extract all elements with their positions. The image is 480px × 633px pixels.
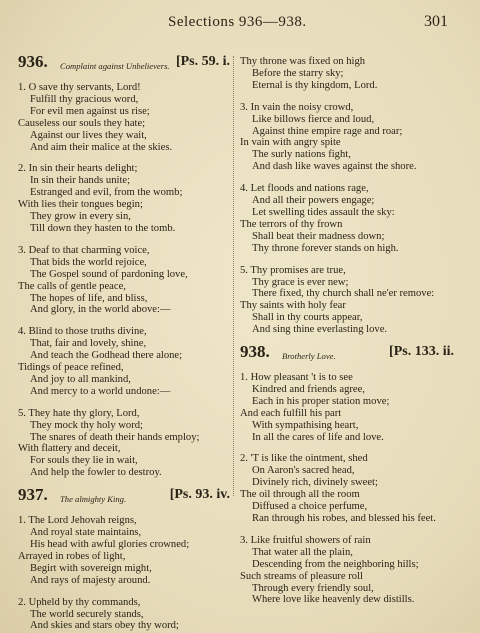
- verse-line: For evil men against us rise;: [30, 105, 150, 117]
- hymn-heading: [18, 52, 230, 78]
- verse-line: Ran through his robes, and blessed his feet.: [252, 513, 436, 524]
- verse-line: Diffused a choice perfume,: [252, 501, 368, 513]
- verse-line: Against thine empire rage and roar;: [252, 125, 403, 137]
- verse-line: And dash like waves against the shore.: [252, 161, 417, 173]
- verse-line: The world securely stands,: [30, 608, 144, 620]
- verse-line: 1. The Lord Jehovah reigns,: [18, 515, 137, 527]
- verse-line: 2. In sin their hearts delight;: [18, 163, 138, 175]
- verse-line: Through every friendly soul,: [252, 582, 374, 594]
- verse-line: 5. They hate thy glory, Lord,: [18, 407, 140, 419]
- verse-line: For souls they lie in wait,: [30, 455, 138, 467]
- stanza: [18, 163, 230, 234]
- verse-line: Kindred and friends agree,: [252, 383, 365, 395]
- verse-line: Shall beat their madness down;: [252, 230, 385, 242]
- verse-line: The hopes of life, and bliss,: [30, 292, 148, 304]
- verse-line: With sympathising heart,: [252, 419, 359, 431]
- verse-line: Till down they hasten to the tomb.: [30, 222, 176, 234]
- verse-line: Begirt with sovereign might,: [30, 562, 152, 574]
- verse-line: Such streams of pleasure roll: [240, 570, 363, 582]
- verse-line: Thy grace is ever new;: [252, 276, 349, 288]
- verse-line: And each fulfill his part: [240, 407, 342, 419]
- verse-line: The calls of gentle peace,: [18, 280, 126, 292]
- verse-line: They grow in every sin,: [30, 211, 131, 223]
- stanza: [240, 56, 454, 92]
- verse-line: And mercy to a world undone:—: [30, 385, 171, 397]
- verse-line: And teach the Godhead there alone;: [30, 350, 183, 362]
- stanza: [18, 515, 230, 586]
- verse-line: Where love like heavenly dew distills.: [252, 594, 415, 606]
- running-header: [0, 10, 480, 34]
- verse-line: Causeless our souls they hate;: [18, 117, 146, 129]
- verse-line: In all the cares of life and love.: [252, 431, 384, 443]
- stanza: [240, 183, 454, 254]
- verse-line: Divinely rich, divinely sweet;: [252, 477, 378, 489]
- verse-line: And glory, in the world above:—: [30, 304, 171, 316]
- psalm-reference: [Ps. 133. ii.: [389, 344, 454, 360]
- verse-line: And help the fowler to destroy.: [30, 467, 162, 479]
- verse-line: Against our lives they wait,: [30, 129, 147, 141]
- stanza: [18, 597, 230, 633]
- stanza: [18, 326, 230, 397]
- verse-line: 3. In vain the noisy crowd,: [240, 101, 354, 113]
- verse-line: 3. Deaf to that charming voice,: [18, 244, 150, 256]
- hymn-heading: [240, 342, 454, 368]
- hymn-number: 936.: [18, 52, 48, 71]
- verse-line: Tidings of peace refined,: [18, 362, 124, 374]
- verse-line: Eternal is thy kingdom, Lord.: [252, 79, 378, 91]
- page-number: 301: [424, 13, 448, 30]
- verse-line: That, fair and lovely, shine,: [30, 338, 147, 350]
- hymn-number: 938.: [240, 342, 270, 362]
- verse-line: The Gospel sound of pardoning love,: [30, 268, 188, 280]
- right-column: [240, 56, 454, 625]
- column-divider: [233, 56, 234, 496]
- verse-line: And joy to all mankind,: [30, 373, 131, 385]
- verse-line: His head with awful glories crowned;: [30, 539, 190, 550]
- verse-line: They mock thy holy word;: [30, 419, 143, 431]
- hymn-title: Brotherly Love.: [282, 351, 336, 362]
- verse-line: That water all the plain,: [252, 546, 353, 558]
- verse-line: On Aaron's sacred head,: [252, 465, 355, 477]
- verse-line: And rays of majesty around.: [30, 574, 151, 586]
- stanza: [240, 535, 454, 606]
- verse-line: The oil through all the room: [240, 489, 360, 501]
- verse-line: Arrayed in robes of light,: [18, 550, 126, 562]
- verse-line: In vain with angry spite: [240, 137, 341, 149]
- verse-line: Descending from the neighboring hills;: [252, 558, 419, 570]
- verse-line: And sing thine everlasting love.: [252, 324, 388, 336]
- psalm-reference: [Ps. 93. iv.: [169, 487, 230, 503]
- verse-line: Thy saints with holy fear: [240, 300, 346, 312]
- verse-line: Like billows fierce and loud,: [252, 113, 375, 125]
- stanza: [18, 245, 230, 316]
- verse-line: 1. O save thy servants, Lord!: [18, 82, 141, 93]
- verse-line: The snares of death their hands employ;: [30, 431, 200, 443]
- verse-line: And aim their malice at the skies.: [30, 141, 173, 153]
- verse-line: And all their powers engage;: [252, 195, 375, 207]
- verse-line: 5. Thy promises are true,: [240, 264, 346, 276]
- hymn-title: The almighty King.: [60, 494, 127, 505]
- verse-line: With lies their tongues begin;: [18, 199, 143, 211]
- verse-line: 4. Let floods and nations rage,: [240, 183, 369, 195]
- verse-line: 4. Blind to those truths divine,: [18, 326, 147, 338]
- verse-line: 1. How pleasant 't is to see: [240, 372, 353, 384]
- verse-line: In sin their hands unite;: [30, 175, 131, 187]
- stanza: [18, 82, 230, 153]
- verse-line: There fixed, thy church shall ne'er remove:: [252, 288, 435, 300]
- stanza: [240, 265, 454, 336]
- verse-line: Thy throne forever stands on high.: [252, 242, 399, 254]
- stanza: [240, 453, 454, 524]
- verse-line: 3. Like fruitful showers of rain: [240, 534, 371, 546]
- verse-line: Before the starry sky;: [252, 67, 344, 79]
- verse-line: 2. Upheld by thy commands,: [18, 596, 141, 608]
- verse-line: Let swelling tides assault the sky:: [252, 206, 395, 218]
- verse-line: 2. 'T is like the ointment, shed: [240, 453, 368, 465]
- verse-line: The terrors of thy frown: [240, 218, 343, 230]
- stanza: [240, 102, 454, 173]
- verse-line: Estranged and evil, from the womb;: [30, 187, 183, 199]
- stanza: [240, 372, 454, 443]
- hymn-title: Complaint against Unbelievers.: [60, 61, 170, 71]
- hymn-number: 937.: [18, 485, 48, 505]
- verse-line: Thy throne was fixed on high: [240, 56, 366, 67]
- running-title: Selections 936—938.: [168, 14, 307, 30]
- hymn-heading: [18, 485, 230, 511]
- verse-line: The surly nations fight,: [252, 149, 351, 161]
- left-column: [18, 52, 230, 632]
- verse-line: And royal state maintains,: [30, 527, 142, 539]
- verse-line: With flattery and deceit,: [18, 443, 121, 455]
- verse-line: That bids the world rejoice,: [30, 256, 147, 268]
- psalm-reference: [Ps. 59. i.: [175, 54, 230, 69]
- verse-line: Each in his proper station move;: [252, 395, 390, 407]
- stanza: [18, 408, 230, 479]
- verse-line: Shall in thy courts appear,: [252, 312, 363, 324]
- verse-line: Fulfill thy gracious word,: [30, 93, 139, 105]
- verse-line: And skies and stars obey thy word;: [30, 620, 179, 632]
